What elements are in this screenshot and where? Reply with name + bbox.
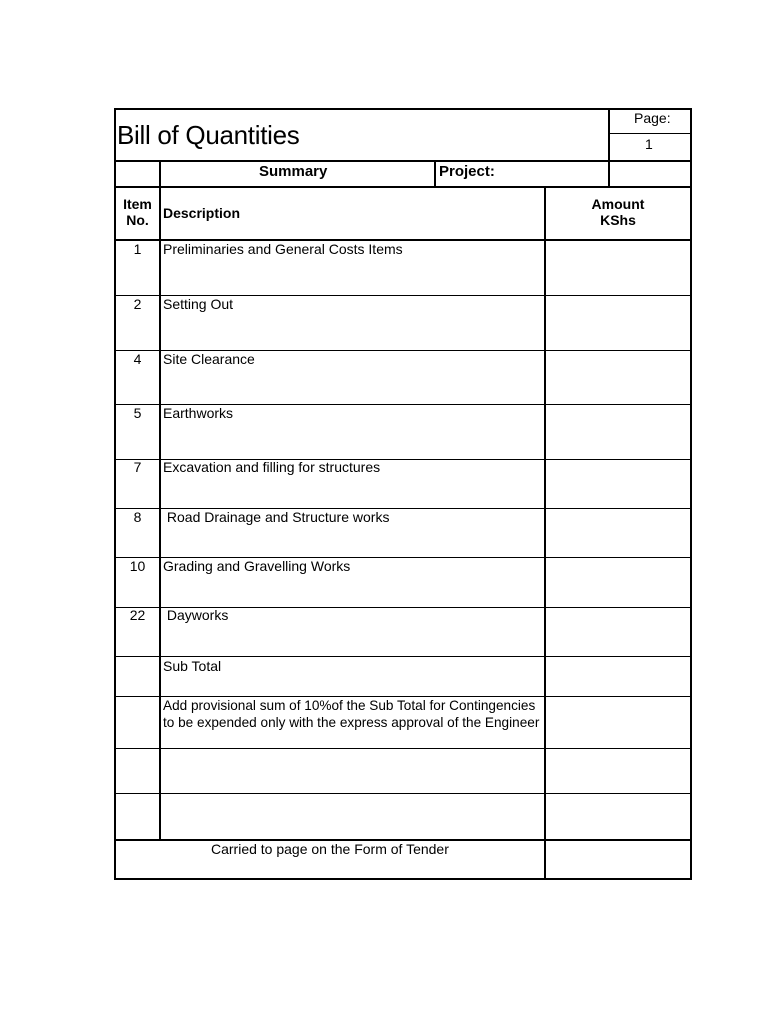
page-title: Bill of Quantities xyxy=(117,120,300,150)
row-line-8 xyxy=(114,656,692,657)
row-6-description: Road Drainage and Structure works xyxy=(163,509,390,525)
row-4-description: Earthworks xyxy=(163,405,234,421)
summary-label: Summary xyxy=(259,163,328,180)
row-2-description: Setting Out xyxy=(163,296,234,312)
item-column-line xyxy=(159,160,161,840)
row-7-item: 10 xyxy=(129,558,146,574)
row-3-item: 4 xyxy=(133,351,142,367)
page-label: Page: xyxy=(634,110,671,126)
page-box-left xyxy=(608,108,610,188)
summary-row-bottom xyxy=(114,186,692,188)
row-5-item: 7 xyxy=(133,459,142,475)
row-line-11 xyxy=(114,793,692,794)
row-8-item: 22 xyxy=(129,607,146,623)
item-no-header xyxy=(116,196,159,228)
amount-column-line xyxy=(544,186,546,880)
page-box-divider xyxy=(608,133,692,134)
row-line-10 xyxy=(114,748,692,749)
row-1-description: Preliminaries and General Costs Items xyxy=(163,241,403,257)
amount-header-text: Amount KShs xyxy=(591,196,645,228)
border-top xyxy=(114,108,692,110)
row-8-description: Dayworks xyxy=(163,607,229,623)
item-no-header-text: Item No. xyxy=(123,196,152,228)
row-5-description: Excavation and filling for structures xyxy=(163,459,381,475)
carried-to-tender-text: Carried to page on the Form of Tender xyxy=(211,841,449,857)
row-4-item: 5 xyxy=(133,405,142,421)
row-3-description: Site Clearance xyxy=(163,351,255,367)
border-right xyxy=(690,108,692,880)
title-row-bottom xyxy=(114,160,692,162)
row-7-description: Grading and Gravelling Works xyxy=(163,558,351,574)
subtotal-label: Sub Total xyxy=(163,658,222,674)
page-number: 1 xyxy=(645,136,653,152)
amount-header xyxy=(546,196,690,228)
row-2-item: 2 xyxy=(133,296,142,312)
description-header: Description xyxy=(163,205,241,221)
project-label: Project: xyxy=(439,163,495,180)
row-6-item: 8 xyxy=(133,509,142,525)
row-1-item: 1 xyxy=(133,241,142,257)
bill-of-quantities-sheet xyxy=(114,108,692,880)
summary-project-divider xyxy=(434,160,436,188)
border-bottom xyxy=(114,878,692,880)
provisional-sum-text: Add provisional sum of 10%of the Sub Total for Contingencies to be expended only with the express approval of the Engineer xyxy=(163,698,540,730)
